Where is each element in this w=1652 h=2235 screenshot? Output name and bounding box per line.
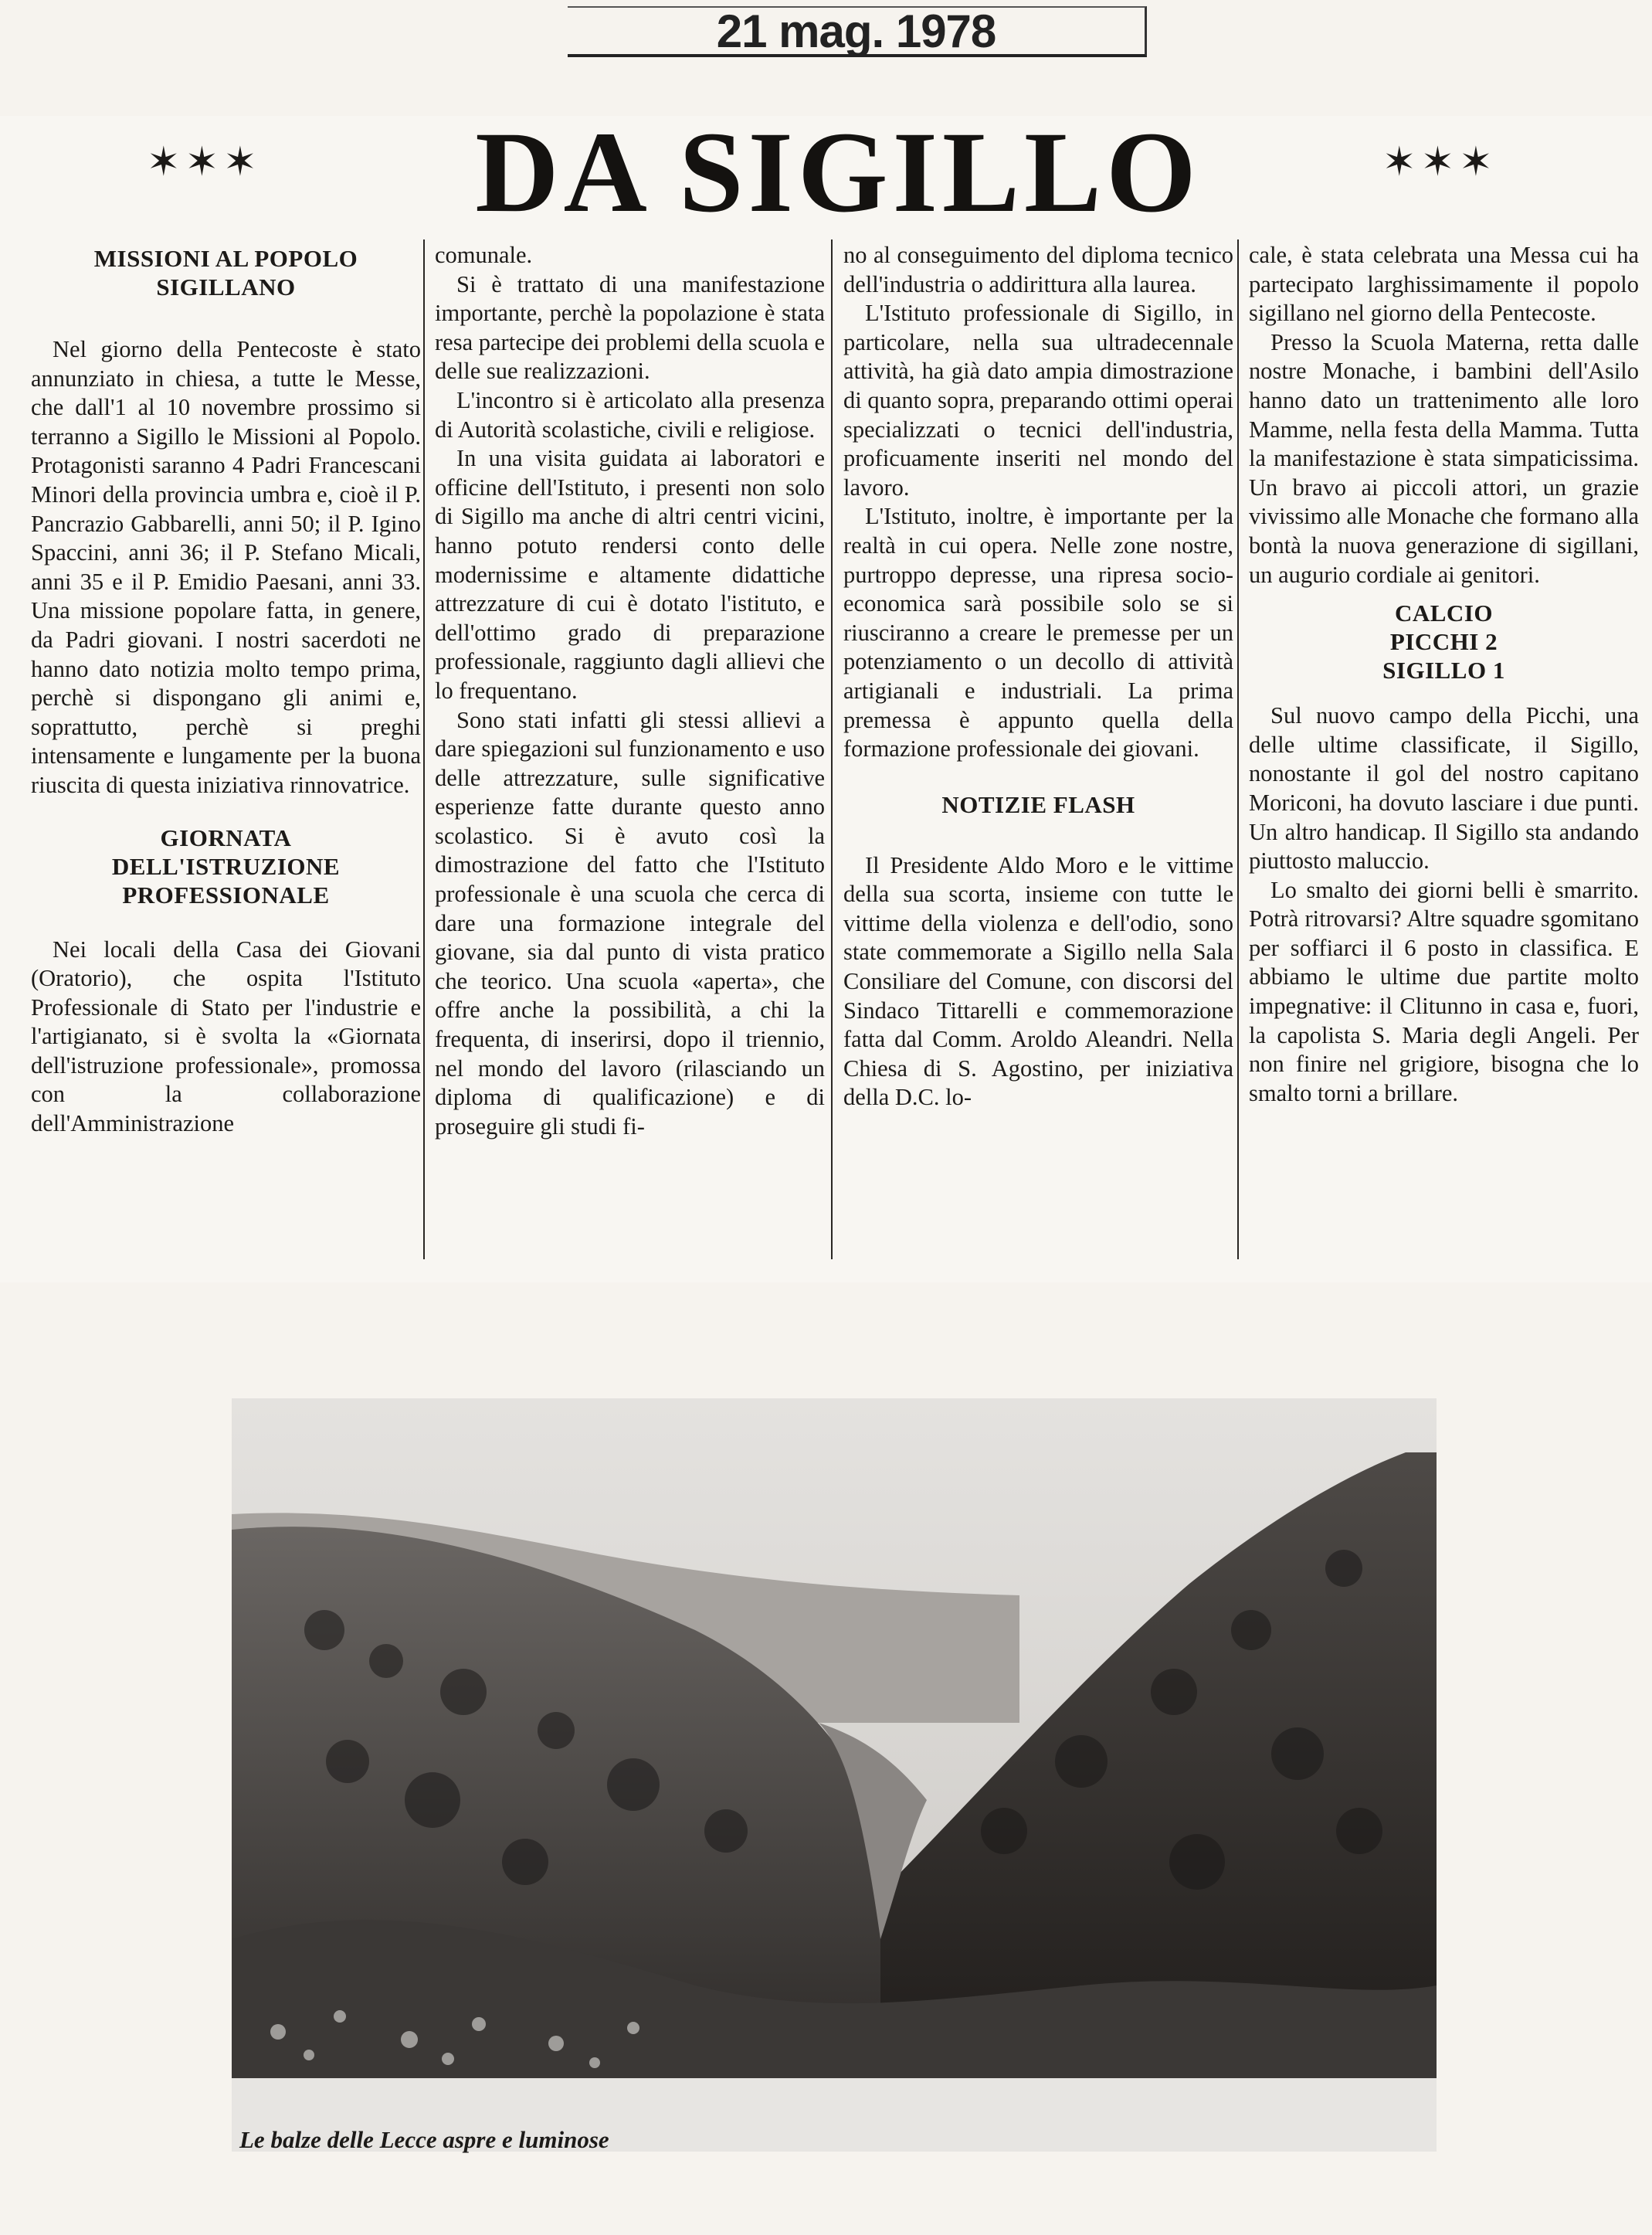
article-paragraph: Sono stati infatti gli stessi allievi a dare spiegazioni sul funzionamento e uso delle attrezzature, sulle significative esperienze fatte durante questo anno scolastico. Si è avuto così la dimostrazione del fatto che l'Istituto professionale è una scuola che cerca di dare una formazione integrale del giovane, sia dal punto di vista pratico che teorico. Una scuola «aperta», che offre anche la possibilità, a chi la frequenta, di inserirsi, dopo il triennio, nel mondo del lavoro (rilasciando un diploma di qualificazione) e di proseguire gli studi fi-: [435, 706, 825, 1140]
valley-illustration: [232, 1398, 1437, 2152]
heading-line: SIGILLANO: [156, 273, 296, 301]
article-paragraph: comunale.: [435, 242, 533, 268]
article-paragraph: L'Istituto, inoltre, è importante per la realtà in cui opera. Nelle zone nostre, purtroppo depresse, una ripresa socio-economica sarà possibile solo se si riusciranno a creare le premesse per un potenziamento o un decollo di attività artigianali e industriali. La prima premessa è appunto quella della formazione professionale dei giovani.: [843, 503, 1233, 763]
article-paragraph: cale, è stata celebrata una Messa cui ha partecipato larghissimamente il popolo sigillano nel giorno della Pentecoste.: [1249, 242, 1639, 327]
masthead-stars-right: ✶✶✶: [1382, 139, 1498, 185]
article-heading-notizie-flash: [843, 790, 1233, 819]
heading-line: CALCIO: [1394, 600, 1493, 627]
article-paragraph: L'Istituto professionale di Sigillo, in particolare, nella sua ultradecennale attività, ha già dato ampia dimostrazione di quanto sopra, preparando ottimi operai specializzati o tecnici dell'industria, proficuamente inseriti nel mondo del lavoro.: [843, 300, 1233, 501]
masthead-stars-left: ✶✶✶: [147, 139, 262, 185]
article-paragraph: Nei locali della Casa dei Giovani (Oratorio), che ospita l'Istituto Professionale di Stato per l'industrie e l'artigianato, si è svolta la «Giornata dell'istruzione professionale», promossa con la collaborazione dell'Amministrazione: [31, 936, 421, 1137]
heading-line: GIORNATA: [160, 824, 292, 851]
column-rule: [423, 239, 425, 1259]
heading-line: DELL'ISTRUZIONE: [111, 852, 341, 880]
heading-line: MISSIONI AL POPOLO: [93, 245, 358, 272]
heading-line: NOTIZIE FLASH: [941, 790, 1135, 818]
article-heading-calcio: [1249, 599, 1639, 684]
article-paragraph: Nel giorno della Pentecoste è stato annunziato in chiesa, a tutte le Messe, che dall'1 al 10 novembre prossimo si terranno a Sigillo le Missioni al Popolo. Protagonisti saranno 4 Padri Francescani Minori della provincia umbra e, cioè il P. Pancrazio Gabbarelli, anni 50; il P. Igino Spaccini, anni 36; il P. Stefano Micali, anni 35 e il P. Emidio Paesani, anni 33. Una missione popolare fatta, in genere, da Padri giovani. I nostri sacerdoti ne hanno dato notizia molto tempo prima, perchè si dispongano gli animi e, soprattutto, perchè si preghi intensamente e lungamente per la buona riuscita di questa iniziativa rinnovatrice.: [31, 336, 421, 798]
photo-caption: Le balze delle Lecce aspre e luminose: [239, 2126, 609, 2153]
masthead-title: DA SIGILLO: [475, 108, 1201, 236]
heading-line: PROFESSIONALE: [122, 881, 330, 909]
article-heading-missioni: [31, 244, 421, 301]
article-paragraph: Lo smalto dei giorni belli è smarrito. Potrà ritrovarsi? Altre squadre sgomitano per soffiarci il 6 posto in classifica. E abbiamo le ultime due partite molto impegnative: il Clitunno in casa e, fuori, la capolista S. Maria degli Angeli. Per non finire nel grigiore, bisogna che lo smalto torni a brillare.: [1249, 876, 1639, 1106]
column-1: [31, 244, 421, 1139]
article-paragraph: Si è trattato di una manifestazione importante, perchè la popolazione è stata resa partecipe dei problemi della scuola e delle sue realizzazioni.: [435, 270, 825, 385]
article-paragraph: L'incontro si è articolato alla presenza di Autorità scolastiche, civili e religiose.: [435, 386, 825, 443]
column-2: [435, 241, 825, 1141]
article-paragraph: Presso la Scuola Materna, retta dalle nostre Monache, i bambini dell'Asilo hanno dato un trattenimento alle loro Mamme, nella festa della Mamma. Tutta la manifestazione è stata simpaticissima. Un bravo ai piccoli attori, un grazie vivissimo alle Monache che formano alla bontà la nuova generazione di sigillani, un augurio cordiale ai genitori.: [1249, 328, 1639, 588]
landscape-photo: [232, 1398, 1437, 2152]
article-paragraph: In una visita guidata ai laboratori e officine dell'Istituto, i presenti non solo di Sigillo ma anche di altri centri vicini, hanno potuto rendersi conto delle modernissime e altamente didattiche attrezzature di cui è dotato l'istituto, e dell'ottimo grado di preparazione professionale, raggiunto dagli allievi che lo frequentano.: [435, 445, 825, 704]
heading-line: SIGILLO 1: [1382, 657, 1505, 684]
column-rule: [831, 239, 833, 1259]
column-4: [1249, 241, 1639, 1108]
article-paragraph: Il Presidente Aldo Moro e le vittime della sua scorta, insieme con tutte le vittime della violenza e dell'odio, sono state commemorate a Sigillo nella Sala Consiliare del Comune, con discorsi del Sindaco Tittarelli e commemorazione fatta dal Comm. Aroldo Aleandri. Nella Chiesa di S. Agostino, per iniziativa della D.C. lo-: [843, 851, 1233, 1111]
column-rule: [1237, 239, 1239, 1259]
date-stamp: 21 mag. 1978: [568, 6, 1147, 57]
heading-line: PICCHI 2: [1389, 628, 1498, 656]
column-3: [843, 241, 1233, 1112]
article-paragraph: Sul nuovo campo della Picchi, una delle ultime classificate, il Sigillo, nonostante il gol del nostro capitano Moriconi, ha dovuto lasciare i due punti. Un altro handicap. Il Sigillo sta andando piuttosto maluccio.: [1249, 702, 1639, 875]
article-heading-giornata: [31, 824, 421, 909]
article-paragraph: no al conseguimento del diploma tecnico dell'industria o addirittura alla laurea.: [843, 242, 1233, 297]
